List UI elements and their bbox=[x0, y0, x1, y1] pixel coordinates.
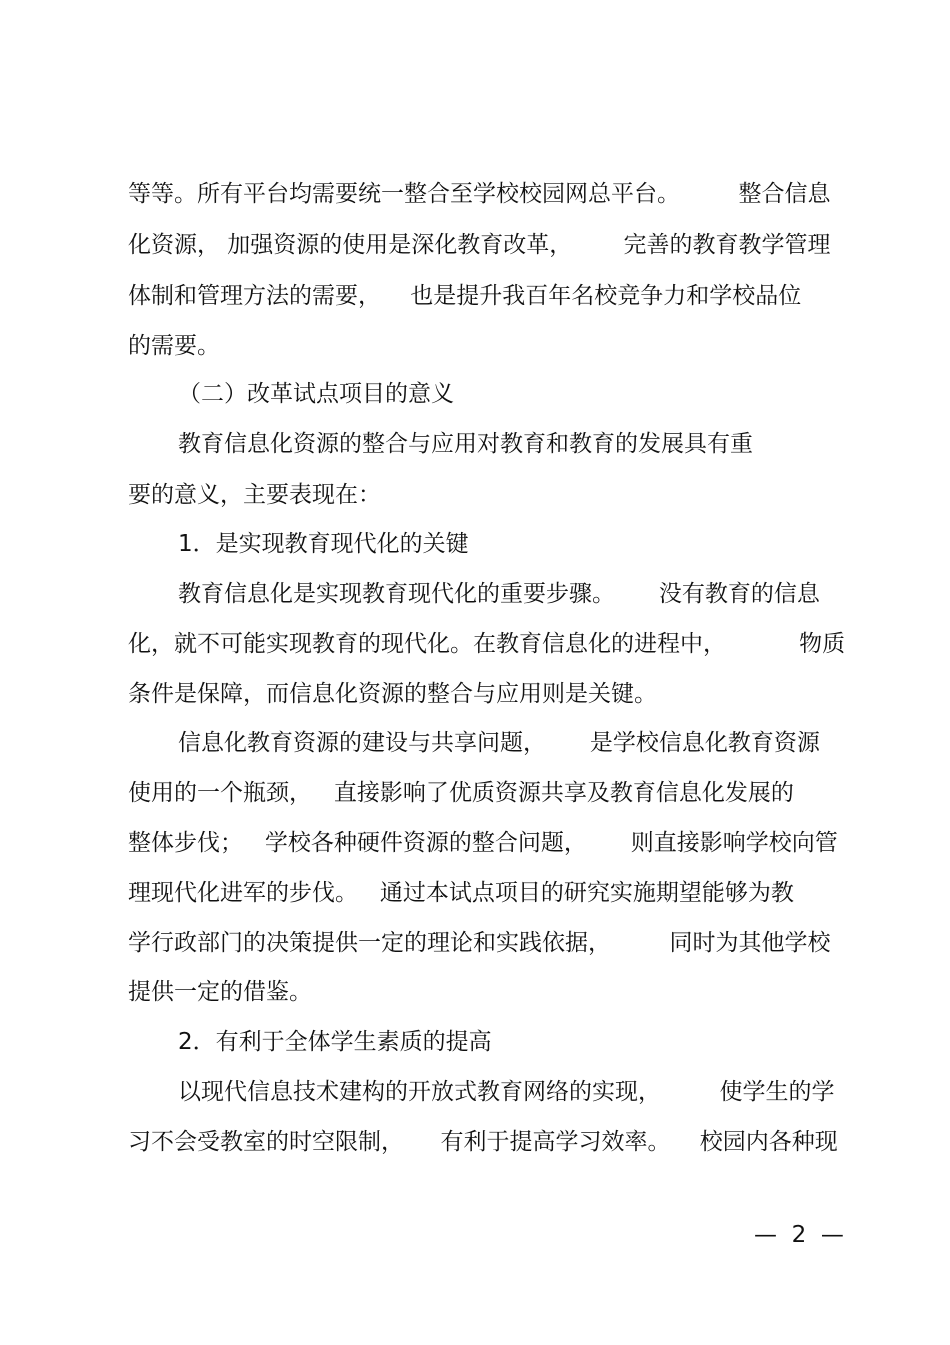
text-line: 教育信息化是实现教育现代化的重要步骤。 没有教育的信息 bbox=[178, 581, 820, 607]
text-line: 以现代信息技术建构的开放式教育网络的实现， 使学生的学 bbox=[178, 1079, 835, 1105]
text-line: 整体步伐； 学校各种硬件资源的整合问题， 则直接影响学校向管 bbox=[128, 830, 838, 856]
text-line: 的需要。 bbox=[128, 333, 220, 359]
subheading: 1．是实现教育现代化的关键 bbox=[178, 531, 469, 557]
text-line: 等等。所有平台均需要统一整合至学校校园网总平台。 整合信息 bbox=[128, 181, 831, 207]
text-line: 提供一定的借鉴。 bbox=[128, 979, 312, 1005]
text-line: 理现代化进军的步伐。 通过本试点项目的研究实施期望能够为教 bbox=[128, 880, 794, 906]
text-line: 使用的一个瓶颈， 直接影响了优质资源共享及教育信息化发展的 bbox=[128, 780, 794, 806]
text-line: 要的意义，主要表现在： bbox=[128, 482, 381, 508]
page-number: — 2 — bbox=[754, 1222, 844, 1248]
subheading: 2．有利于全体学生素质的提高 bbox=[178, 1029, 492, 1055]
text-line: 体制和管理方法的需要， 也是提升我百年名校竞争力和学校品位 bbox=[128, 283, 802, 309]
text-line: 习不会受教室的时空限制， 有利于提高学习效率。 校园内各种现 bbox=[128, 1129, 838, 1155]
text-line: 信息化教育资源的建设与共享问题， 是学校信息化教育资源 bbox=[178, 730, 820, 756]
section-heading: （二）改革试点项目的意义 bbox=[178, 381, 454, 407]
text-line: 化资源， 加强资源的使用是深化教育改革， 完善的教育教学管理 bbox=[128, 232, 831, 258]
text-line: 学行政部门的决策提供一定的理论和实践依据， 同时为其他学校 bbox=[128, 930, 831, 956]
text-line: 条件是保障，而信息化资源的整合与应用则是关键。 bbox=[128, 681, 657, 707]
text-line: 化，就不可能实现教育的现代化。在教育信息化的进程中， 物质 bbox=[128, 631, 846, 657]
text-line: 教育信息化资源的整合与应用对教育和教育的发展具有重 bbox=[178, 431, 753, 457]
